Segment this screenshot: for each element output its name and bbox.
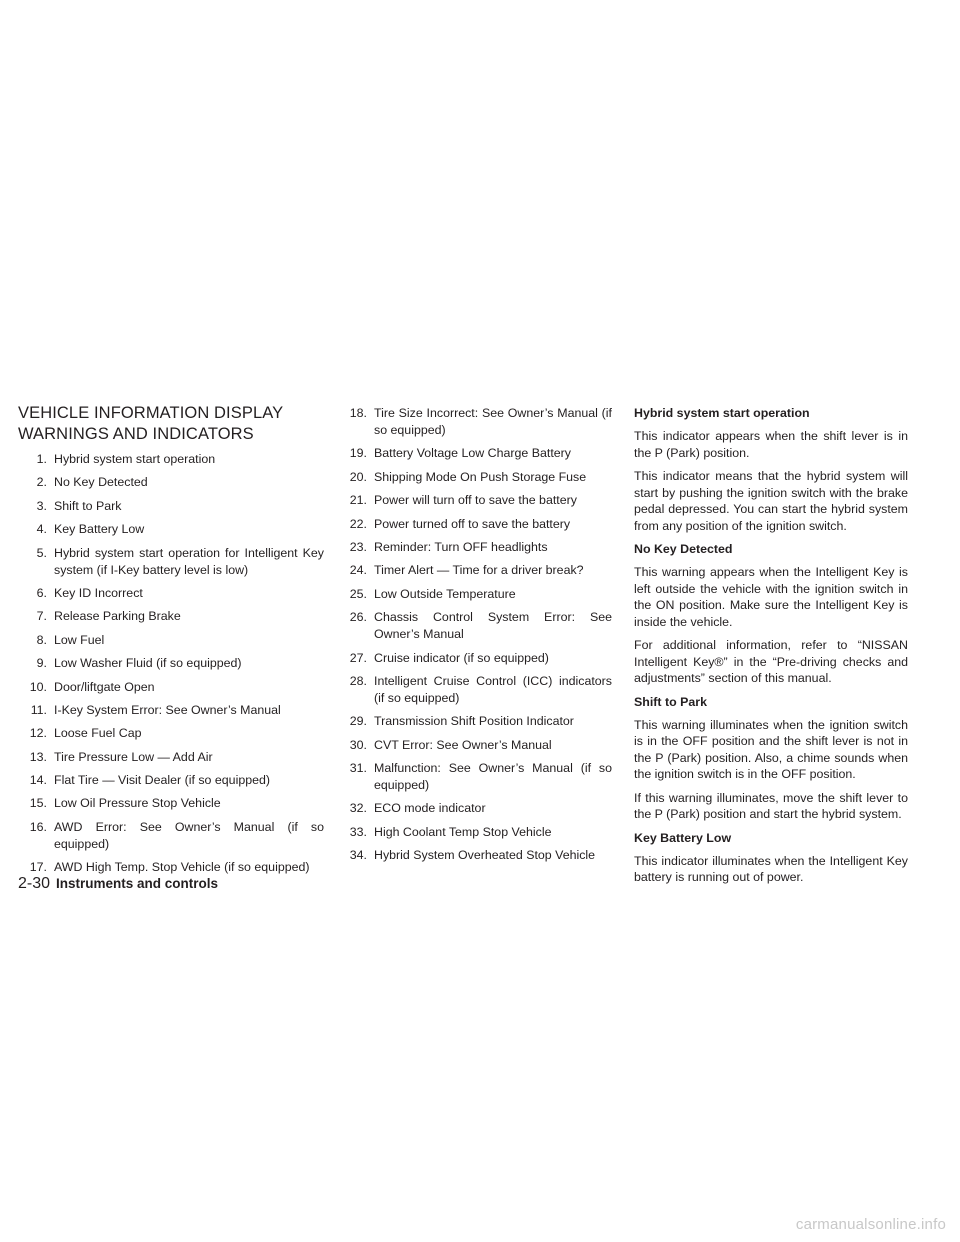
left-column (18, 403, 324, 883)
list-item (18, 655, 324, 672)
indicator-list-part1 (18, 451, 324, 876)
list-item (338, 539, 612, 556)
list-item (18, 725, 324, 742)
list-item-number: 4. (36, 522, 47, 537)
list-item-number: 17. (29, 860, 47, 875)
list-item-text: Flat Tire — Visit Dealer (if so equipped) (54, 773, 271, 788)
list-item-number: 12. (29, 726, 47, 741)
paragraph: This warning illuminates when the ignition switch is in the OFF position and the shift lever is not in the P (Park) position. Also, a chime sounds when the ignition switch is in the OFF position. (634, 717, 908, 781)
list-item-text: AWD Error: See Owner’s Manual (if so equipped) (54, 819, 324, 851)
list-item-number: 19. (349, 446, 367, 461)
list-item-number: 3. (36, 498, 47, 513)
list-item-text: Reminder: Turn OFF headlights (374, 539, 548, 554)
list-item-text: Tire Size Incorrect: See Owner’s Manual (if so equipped) (374, 406, 612, 437)
list-item (338, 469, 612, 486)
list-item (18, 795, 324, 812)
list-item (18, 474, 324, 491)
list-item-text: AWD High Temp. Stop Vehicle (if so equipped) (54, 860, 310, 875)
list-item-text: Timer Alert — Time for a driver break? (374, 563, 584, 578)
list-item (18, 451, 324, 468)
list-item (18, 679, 324, 696)
list-item-number: 14. (29, 773, 47, 788)
list-item-number: 29. (349, 714, 367, 729)
list-item-text: Low Fuel (54, 632, 105, 647)
list-item-number: 31. (349, 761, 367, 776)
list-item-number: 7. (36, 609, 47, 624)
section-no-key-detected (634, 541, 908, 687)
list-item-number: 6. (36, 585, 47, 600)
list-item-text: High Coolant Temp Stop Vehicle (374, 824, 552, 839)
middle-column (338, 405, 612, 871)
list-item (18, 521, 324, 538)
list-item-text: Power turned off to save the battery (374, 516, 571, 531)
list-item (18, 749, 324, 766)
list-item-number: 21. (349, 493, 367, 508)
list-item-number: 28. (349, 673, 367, 688)
list-item (18, 859, 324, 876)
list-item-text: Hybrid system start operation for Intelligent Key system (if I-Key battery level is low) (54, 545, 324, 577)
list-item (18, 498, 324, 515)
list-item (338, 405, 612, 439)
list-item (18, 632, 324, 649)
list-item-number: 26. (349, 610, 367, 625)
list-item-text: No Key Detected (54, 475, 148, 490)
list-item (338, 673, 612, 707)
list-item-number: 33. (349, 824, 367, 839)
list-item-number: 22. (349, 516, 367, 531)
section-shift-to-park (634, 694, 908, 823)
section-title: Hybrid system start operation (634, 406, 810, 420)
list-item (338, 760, 612, 794)
list-item-number: 25. (349, 586, 367, 601)
list-item-text: Key ID Incorrect (54, 585, 143, 600)
right-column (634, 405, 908, 893)
list-item (338, 562, 612, 579)
list-item-text: Low Washer Fluid (if so equipped) (54, 656, 242, 671)
list-item (338, 445, 612, 462)
list-item (338, 847, 612, 864)
list-item (338, 824, 612, 841)
list-item-text: ECO mode indicator (374, 801, 486, 816)
list-item-number: 24. (349, 563, 367, 578)
paragraph: If this warning illuminates, move the shift lever to the P (Park) position and start the hybrid system. (634, 790, 908, 821)
list-item-text: Hybrid system start operation (54, 452, 216, 466)
list-item (18, 819, 324, 853)
list-item-text: Power will turn off to save the battery (374, 493, 577, 508)
list-item-text: Intelligent Cruise Control (ICC) indicators (if so equipped) (374, 673, 612, 705)
paragraph: This indicator appears when the shift lever is in the P (Park) position. (634, 429, 908, 460)
section-title: No Key Detected (634, 542, 733, 556)
watermark: carmanualsonline.info (795, 1216, 946, 1233)
section-title: Key Battery Low (634, 830, 732, 845)
paragraph: This indicator means that the hybrid system will start by pushing the ignition switch with the brake pedal depressed. You can start the hybrid system from any position of the ignition switch. (634, 469, 908, 533)
page-number: 2-30 (18, 875, 51, 892)
list-item-number: 15. (29, 796, 47, 811)
list-item-number: 1. (36, 452, 47, 466)
list-item-number: 13. (29, 749, 47, 764)
indicator-list-part2 (338, 405, 612, 864)
paragraph: For additional information, refer to “NISSAN Intelligent Key®” in the “Pre-driving checks and adjustments” section of this manual. (634, 638, 908, 685)
list-item-text: Cruise indicator (if so equipped) (374, 650, 549, 665)
list-item-text: Low Outside Temperature (374, 586, 516, 601)
list-item-number: 23. (349, 539, 367, 554)
list-item (338, 650, 612, 667)
list-item (18, 702, 324, 719)
list-item-number: 34. (349, 848, 367, 863)
paragraph: This warning appears when the Intelligent Key is left outside the vehicle with the ignition switch in the ON position. Make sure the Intelligent Key is inside the vehicle. (634, 565, 908, 629)
list-item-number: 32. (349, 801, 367, 816)
list-item-text: Release Parking Brake (54, 609, 181, 624)
list-item-text: CVT Error: See Owner’s Manual (374, 737, 552, 752)
heading-line-1: VEHICLE INFORMATION DISPLAY (18, 404, 284, 422)
list-item (338, 737, 612, 754)
list-item-number: 5. (36, 545, 47, 560)
list-item (18, 772, 324, 789)
list-item-text: Low Oil Pressure Stop Vehicle (54, 796, 221, 811)
list-item (18, 608, 324, 625)
list-item-text: Tire Pressure Low — Add Air (54, 749, 213, 764)
list-item-text: Malfunction: See Owner’s Manual (if so equipped) (374, 761, 612, 793)
list-item (338, 713, 612, 730)
list-item (18, 585, 324, 602)
list-item-text: Shipping Mode On Push Storage Fuse (374, 469, 587, 484)
list-item-number: 20. (349, 469, 367, 484)
heading-line-2: WARNINGS AND INDICATORS (18, 425, 254, 443)
list-item-number: 8. (36, 632, 47, 647)
list-item-text: Chassis Control System Error: See Owner’s Manual (374, 610, 612, 642)
list-item-text: Loose Fuel Cap (54, 726, 142, 741)
list-item-number: 10. (29, 679, 47, 694)
section-hybrid-start (634, 405, 908, 534)
page-heading (18, 403, 324, 445)
list-item-number: 9. (36, 656, 47, 671)
list-item-number: 11. (30, 702, 47, 717)
list-item (338, 516, 612, 533)
list-item (338, 586, 612, 603)
list-item-text: Key Battery Low (54, 522, 145, 537)
list-item-number: 27. (349, 650, 367, 665)
section-key-battery-low (634, 830, 908, 886)
list-item-text: Transmission Shift Position Indicator (374, 714, 574, 729)
paragraph: This indicator illuminates when the Intelligent Key battery is running out of power. (634, 853, 908, 884)
list-item-number: 16. (29, 819, 47, 834)
list-item (338, 800, 612, 817)
list-item (18, 545, 324, 579)
list-item-text: Hybrid System Overheated Stop Vehicle (374, 848, 596, 863)
list-item-number: 18. (349, 406, 367, 420)
page-footer (18, 875, 218, 893)
list-item-text: Battery Voltage Low Charge Battery (374, 446, 571, 461)
list-item-text: Shift to Park (54, 498, 122, 513)
list-item (338, 492, 612, 509)
chapter-title: Instruments and controls (56, 876, 219, 891)
list-item-text: I-Key System Error: See Owner’s Manual (54, 702, 281, 717)
list-item-text: Door/liftgate Open (54, 679, 155, 694)
section-title: Shift to Park (634, 694, 707, 709)
list-item-number: 30. (349, 737, 367, 752)
list-item (338, 609, 612, 643)
list-item-number: 2. (36, 475, 47, 490)
